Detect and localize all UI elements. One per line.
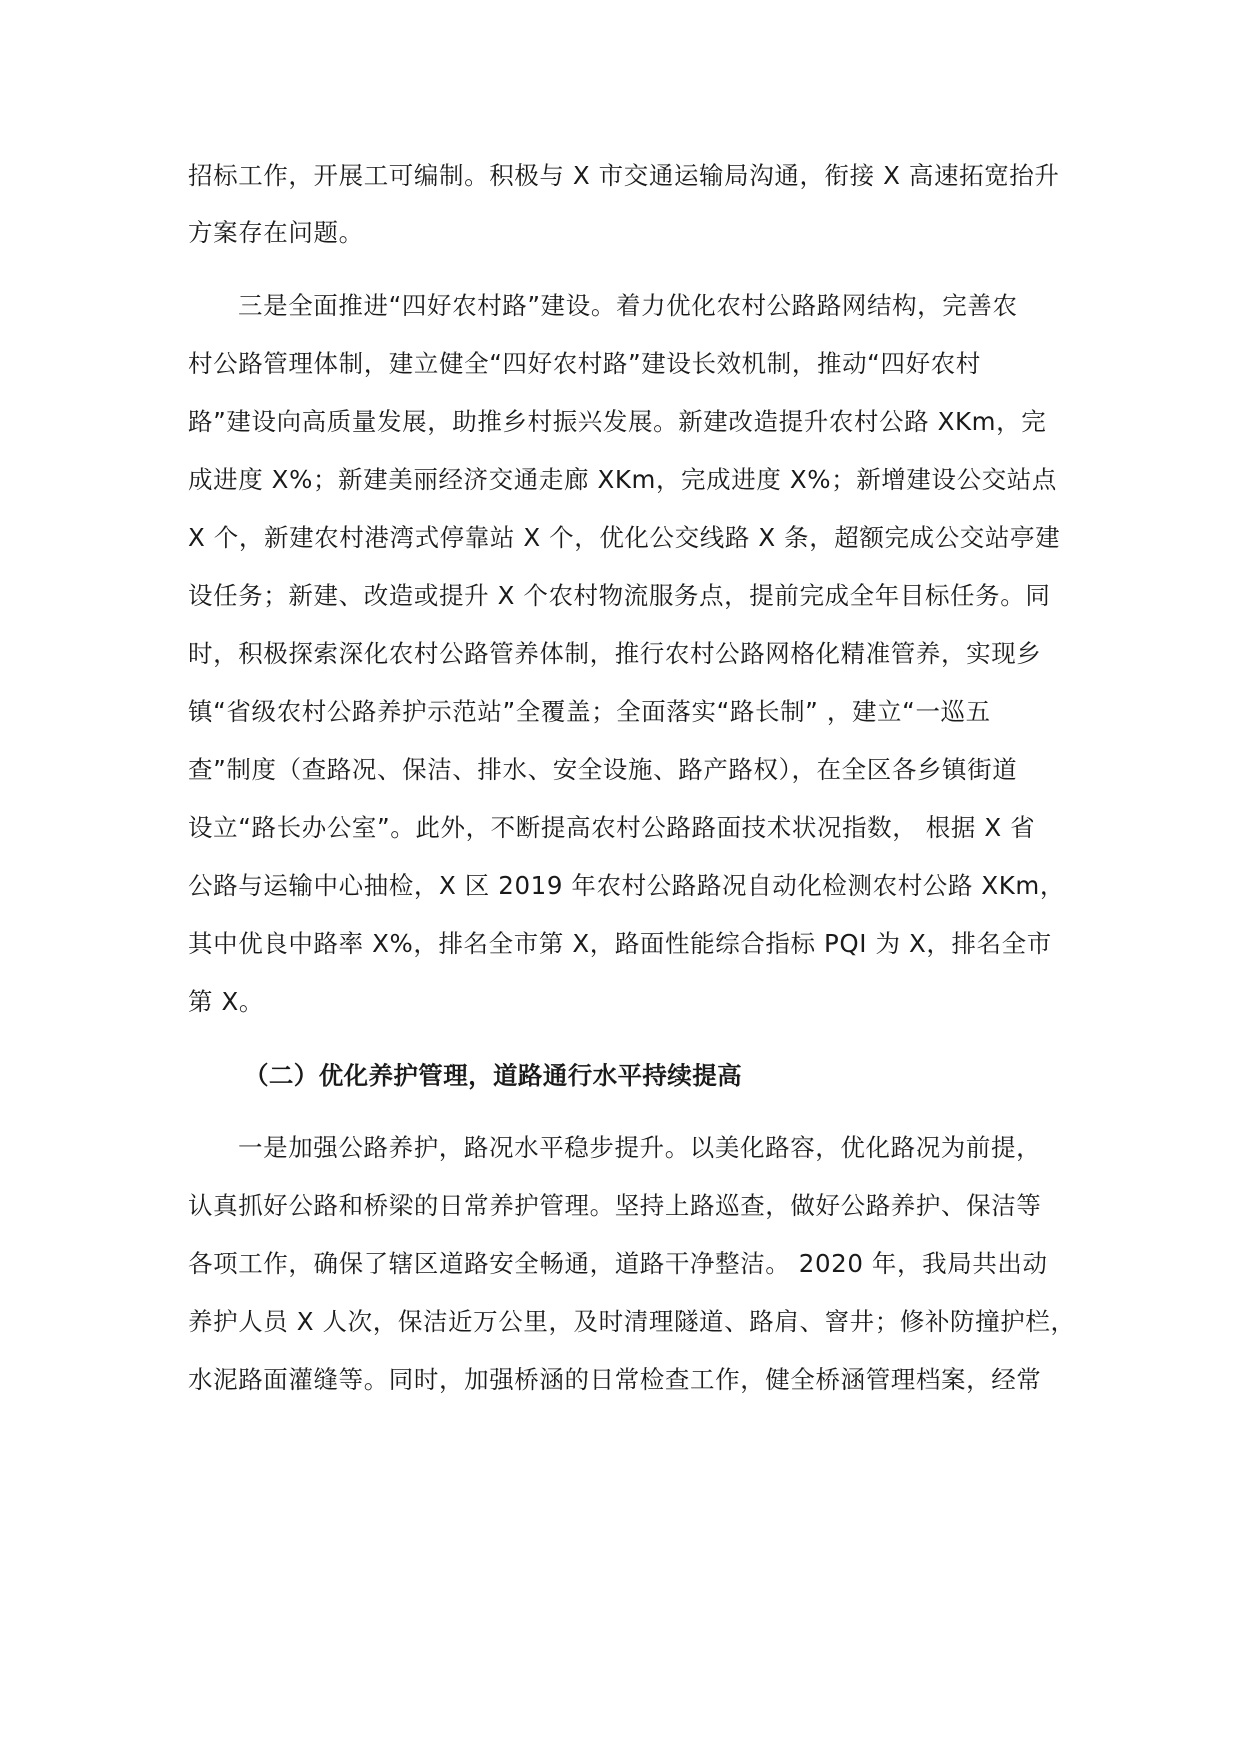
text-line: 时，积极探索深化农村公路管养体制，推行农村公路网格化精准管养，实现乡 — [188, 639, 1042, 668]
text-line: 公路与运输中心抽检，X 区 2019 年农村公路路况自动化检测农村公路 XKm， — [188, 871, 1065, 900]
text-line: 设立“路长办公室”。此外，不断提高农村公路路面技术状况指数， 根据 X 省 — [188, 813, 1036, 842]
text-line: 各项工作，确保了辖区道路安全畅通，道路干净整洁。 2020 年，我局共出动 — [188, 1249, 1048, 1278]
text-line: 方案存在问题。 — [188, 218, 364, 247]
text-line: 招标工作，开展工可编制。积极与 X 市交通运输局沟通，衔接 X 高速拓宽抬升 — [188, 161, 1060, 190]
text-line: 第 X。 — [188, 987, 264, 1016]
text-line: 成进度 X%；新建美丽经济交通走廊 XKm，完成进度 X%；新增建设公交站点 — [188, 465, 1058, 494]
section-heading: （二）优化养护管理，道路通行水平持续提高 — [244, 1061, 742, 1090]
text-line: 一是加强公路养护，路况水平稳步提升。以美化路容，优化路况为前提， — [238, 1133, 1042, 1162]
text-line: 村公路管理体制，建立健全“四好农村路”建设长效机制，推动“四好农村 — [188, 349, 981, 378]
text-line: 认真抓好公路和桥梁的日常养护管理。坚持上路巡查，做好公路养护、保洁等 — [188, 1191, 1042, 1220]
text-line: 路”建设向高质量发展，助推乡村振兴发展。新建改造提升农村公路 XKm，完 — [188, 407, 1047, 436]
text-line: 设任务；新建、改造或提升 X 个农村物流服务点，提前完成全年目标任务。同 — [188, 581, 1051, 610]
text-line: 养护人员 X 人次，保洁近万公里，及时清理隧道、路肩、窨井；修补防撞护栏， — [188, 1307, 1076, 1336]
text-line: 其中优良中路率 X%，排名全市第 X，路面性能综合指标 PQI 为 X，排名全市 — [188, 929, 1052, 958]
text-line: 三是全面推进“四好农村路”建设。着力优化农村公路路网结构，完善农 — [238, 291, 1018, 320]
text-line: 镇“省级农村公路养护示范站”全覆盖；全面落实“路长制” ，建立“一巡五 — [188, 697, 991, 726]
text-line: 查”制度（查路况、保洁、排水、安全设施、路产路权），在全区各乡镇街道 — [188, 755, 1018, 784]
text-line: 水泥路面灌缝等。同时，加强桥涵的日常检查工作，健全桥涵管理档案，经常 — [188, 1365, 1042, 1394]
text-line: X 个，新建农村港湾式停靠站 X 个，优化公交线路 X 条，超额完成公交站亭建 — [188, 523, 1061, 552]
